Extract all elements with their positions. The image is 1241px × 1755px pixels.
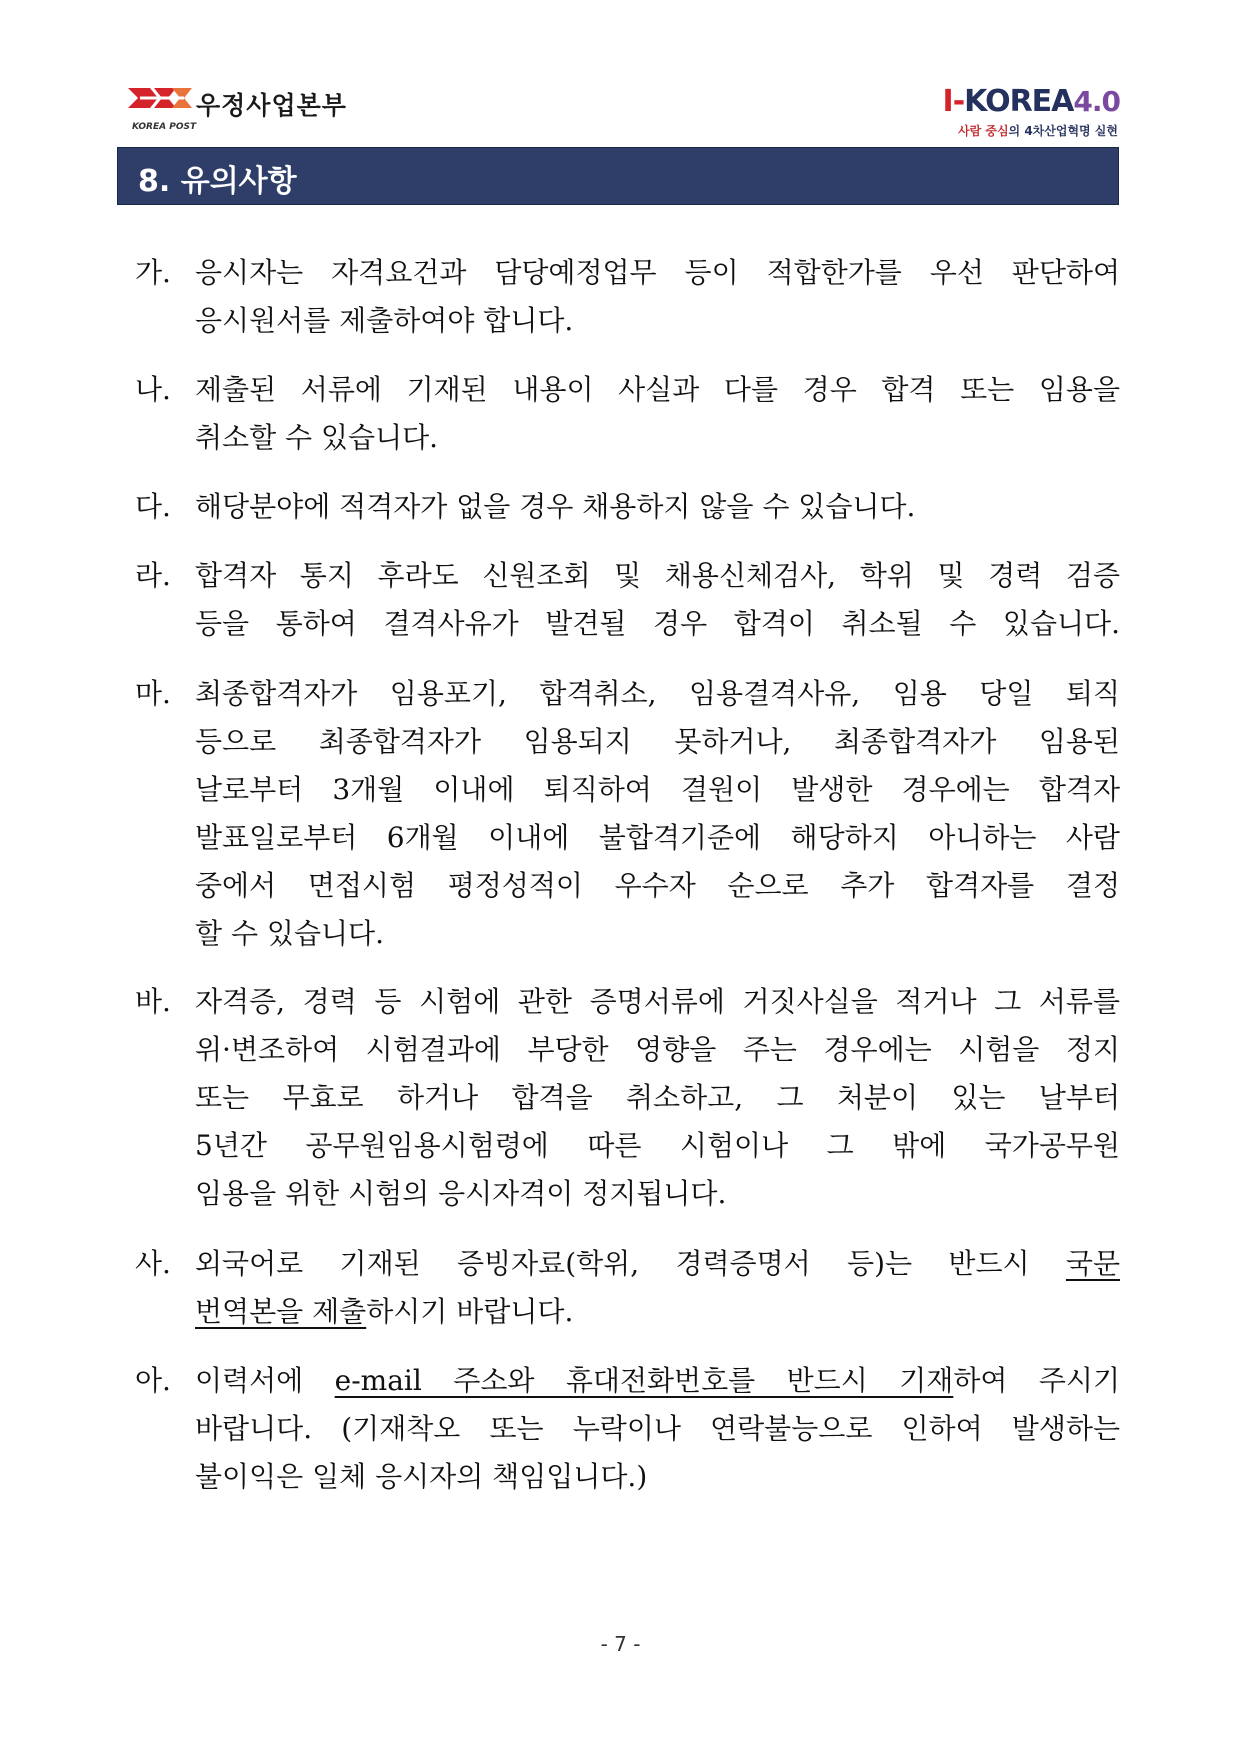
item-text: 하시기 바랍니다. <box>366 1295 574 1328</box>
brand-num: 4.0 <box>1073 85 1120 118</box>
item-text: 이력서에 <box>195 1364 335 1397</box>
slogan <box>958 122 1118 139</box>
slogan-dark: 의 4차산업혁명 실현 <box>1008 124 1118 138</box>
item-line: 등으로 최종합격자가 임용되지 못하거나, 최종합격자가 임용된 <box>195 725 1120 758</box>
item-line <box>195 1238 1120 1289</box>
item-line: 응시자는 자격요건과 담당예정업무 등이 적합한가를 우선 판단하여 <box>195 256 1120 289</box>
item-line: 자격증, 경력 등 시험에 관한 증명서류에 거짓사실을 적거나 그 서류를 <box>195 985 1120 1018</box>
i-korea-logo <box>940 84 1120 140</box>
section-header-bar <box>117 147 1119 205</box>
org-name: 우정사업본부 <box>196 91 347 120</box>
item-line: 할 수 있습니다. <box>195 917 384 950</box>
item-line: 취소할 수 있습니다. <box>195 421 439 454</box>
page-number: - 7 - <box>600 1632 641 1656</box>
item-line: 최종합격자가 임용포기, 합격취소, 임용결격사유, 임용 당일 퇴직 <box>195 677 1120 710</box>
item-text: 하여 주시기 <box>953 1364 1120 1397</box>
item-line: 바랍니다. (기재착오 또는 누락이나 연락불능으로 인하여 발생하는 <box>195 1412 1120 1445</box>
section-title: 8. 유의사항 <box>138 164 297 199</box>
item-line: 날로부터 3개월 이내에 퇴직하여 결원이 발생한 경우에는 합격자 <box>195 773 1120 806</box>
item-marker: 가. <box>135 256 171 289</box>
item-line: 임용을 위한 시험의 응시자격이 정지됩니다. <box>195 1177 727 1210</box>
item-marker: 바. <box>135 985 171 1018</box>
item-line: 위·변조하여 시험결과에 부당한 영향을 주는 경우에는 시험을 정지 <box>195 1033 1120 1066</box>
brand-main: KOREA <box>964 84 1074 119</box>
underlined-text: 국문 <box>1065 1247 1120 1280</box>
item-line: 등을 통하여 결격사유가 발견될 경우 합격이 취소될 수 있습니다. <box>195 607 1120 640</box>
item-line: 불이익은 일체 응시자의 책임입니다.) <box>195 1460 648 1493</box>
item-line <box>195 1355 1120 1406</box>
item-line: 또는 무효로 하거나 합격을 취소하고, 그 처분이 있는 날부터 <box>195 1081 1120 1114</box>
item-marker: 다. <box>135 490 171 523</box>
item-marker: 나. <box>135 373 171 406</box>
korea-post-emblem-icon <box>128 84 192 118</box>
item-marker: 아. <box>135 1364 171 1397</box>
item-line: 발표일로부터 6개월 이내에 불합격기준에 해당하지 아니하는 사람 <box>195 821 1120 854</box>
item-line: 응시원서를 제출하여야 합니다. <box>195 304 574 337</box>
brand-i: I- <box>942 84 965 119</box>
item-text: 외국어로 기재된 증빙자료(학위, 경력증명서 등)는 반드시 <box>195 1247 1066 1280</box>
underlined-text: 번역본을 제출 <box>195 1295 367 1328</box>
page-header <box>0 0 1241 140</box>
item-line: 제출된 서류에 기재된 내용이 사실과 다를 경우 합격 또는 임용을 <box>195 373 1120 406</box>
org-sub: KOREA POST <box>132 122 197 132</box>
underlined-text: e-mail 주소와 휴대전화번호를 반드시 기재 <box>334 1364 954 1397</box>
item-marker: 사. <box>135 1247 171 1280</box>
item-line <box>195 1286 1120 1337</box>
item-line: 합격자 통지 후라도 신원조회 및 채용신체검사, 학위 및 경력 검증 <box>195 559 1120 592</box>
item-marker: 라. <box>135 559 171 592</box>
slogan-red: 사람 중심 <box>958 124 1009 138</box>
item-line: 해당분야에 적격자가 없을 경우 채용하지 않을 수 있습니다. <box>195 490 916 523</box>
item-marker: 마. <box>135 677 171 710</box>
item-line: 5년간 공무원임용시험령에 따른 시험이나 그 밖에 국가공무원 <box>195 1129 1120 1162</box>
i-korea-wordmark <box>943 84 1120 119</box>
item-line: 중에서 면접시험 평정성적이 우수자 순으로 추가 합격자를 결정 <box>195 869 1120 902</box>
